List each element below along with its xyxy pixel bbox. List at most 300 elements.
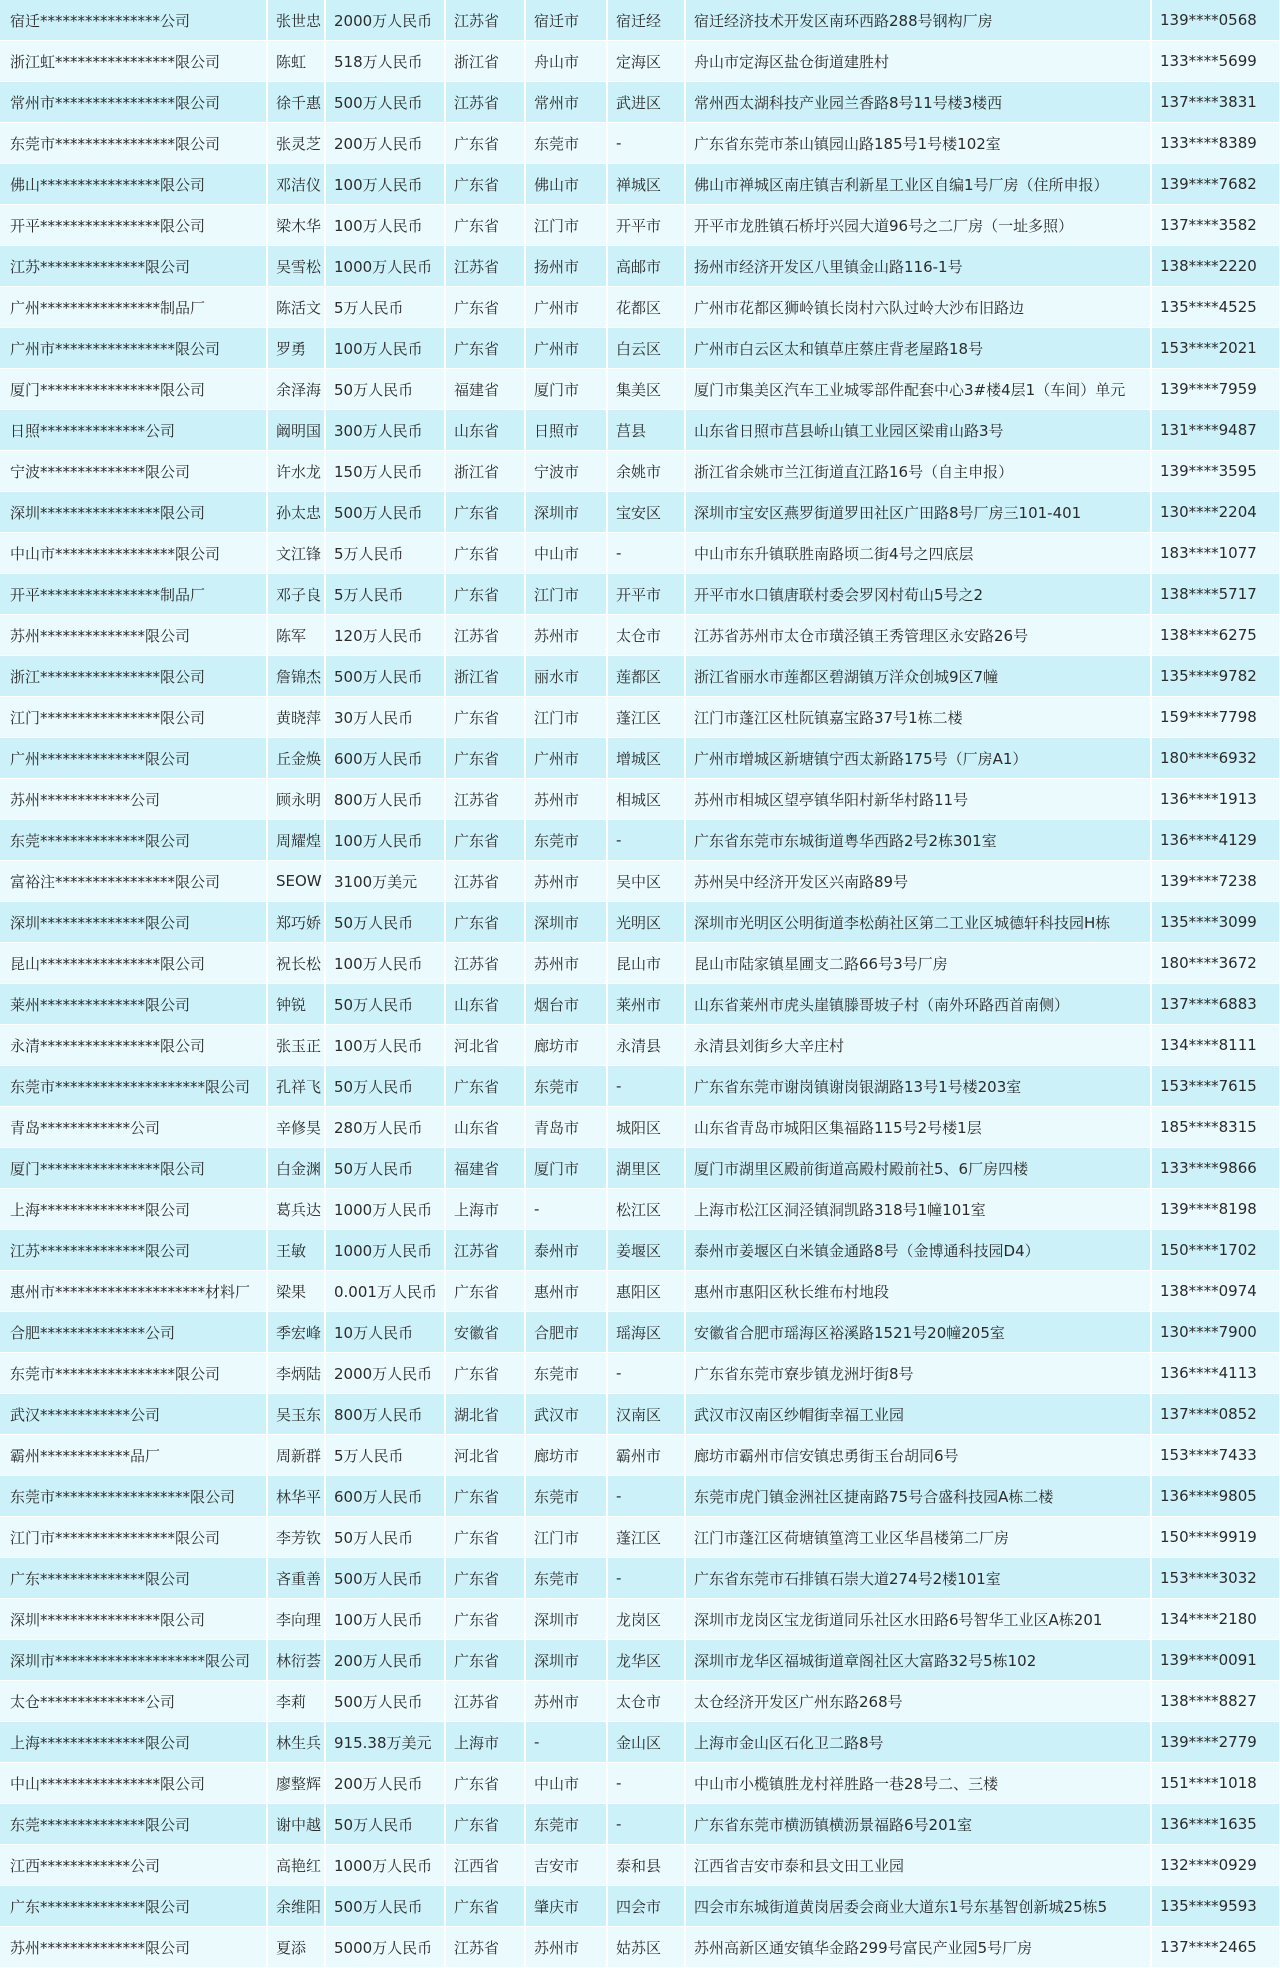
- address-cell: 开平市龙胜镇石桥圩兴园大道96号之二厂房（一址多照）: [685, 205, 1151, 246]
- province-cell: 福建省: [445, 1148, 525, 1189]
- district-cell: 白云区: [607, 328, 685, 369]
- phone-cell: 137****2465: [1151, 1927, 1280, 1968]
- province-cell: 浙江省: [445, 656, 525, 697]
- table-row: [0, 1763, 1280, 1804]
- phone-cell: 136****1913: [1151, 779, 1280, 820]
- province-cell: 广东省: [445, 574, 525, 615]
- city-cell: 江门市: [525, 1517, 607, 1558]
- district-cell: 光明区: [607, 902, 685, 943]
- table-row: [0, 1476, 1280, 1517]
- address-cell: 中山市东升镇联胜南路顷二街4号之四底层: [685, 533, 1151, 574]
- address-cell: 江门市蓬江区荷塘镇篁湾工业区华昌楼第二厂房: [685, 1517, 1151, 1558]
- company-cell: 广州****************制品厂: [0, 287, 267, 328]
- city-cell: 惠州市: [525, 1271, 607, 1312]
- capital-cell: 800万人民币: [325, 779, 445, 820]
- company-cell: 东莞市****************限公司: [0, 123, 267, 164]
- capital-cell: 915.38万美元: [325, 1722, 445, 1763]
- capital-cell: 518万人民币: [325, 41, 445, 82]
- capital-cell: 100万人民币: [325, 820, 445, 861]
- capital-cell: 50万人民币: [325, 1804, 445, 1845]
- person-cell: 吴玉东: [267, 1394, 325, 1435]
- capital-cell: 600万人民币: [325, 1476, 445, 1517]
- province-cell: 广东省: [445, 697, 525, 738]
- phone-cell: 139****7682: [1151, 164, 1280, 205]
- city-cell: 江门市: [525, 574, 607, 615]
- table-row: [0, 574, 1280, 615]
- company-cell: 武汉************公司: [0, 1394, 267, 1435]
- province-cell: 江西省: [445, 1845, 525, 1886]
- province-cell: 江苏省: [445, 1681, 525, 1722]
- phone-cell: 153****2021: [1151, 328, 1280, 369]
- company-cell: 开平****************限公司: [0, 205, 267, 246]
- address-cell: 苏州吴中经济开发区兴南路89号: [685, 861, 1151, 902]
- phone-cell: 139****0568: [1151, 0, 1280, 41]
- person-cell: 邓子良: [267, 574, 325, 615]
- district-cell: 霸州市: [607, 1435, 685, 1476]
- person-cell: 余泽海: [267, 369, 325, 410]
- city-cell: 江门市: [525, 205, 607, 246]
- person-cell: 李芳钦: [267, 1517, 325, 1558]
- capital-cell: 1000万人民币: [325, 1230, 445, 1271]
- table-row: [0, 410, 1280, 451]
- company-cell: 日照**************公司: [0, 410, 267, 451]
- district-cell: -: [607, 533, 685, 574]
- phone-cell: 135****4525: [1151, 287, 1280, 328]
- city-cell: 深圳市: [525, 902, 607, 943]
- table-row: [0, 41, 1280, 82]
- table-row: [0, 1804, 1280, 1845]
- phone-cell: 138****2220: [1151, 246, 1280, 287]
- address-cell: 深圳市龙华区福城街道章阁社区大富路32号5栋102: [685, 1640, 1151, 1681]
- phone-cell: 159****7798: [1151, 697, 1280, 738]
- district-cell: 余姚市: [607, 451, 685, 492]
- phone-cell: 153****3032: [1151, 1558, 1280, 1599]
- district-cell: 太仓市: [607, 1681, 685, 1722]
- capital-cell: 300万人民币: [325, 410, 445, 451]
- district-cell: -: [607, 1763, 685, 1804]
- person-cell: 高艳红: [267, 1845, 325, 1886]
- capital-cell: 5万人民币: [325, 533, 445, 574]
- city-cell: 东莞市: [525, 1804, 607, 1845]
- district-cell: 莒县: [607, 410, 685, 451]
- person-cell: 钟锐: [267, 984, 325, 1025]
- province-cell: 浙江省: [445, 41, 525, 82]
- phone-cell: 183****1077: [1151, 533, 1280, 574]
- province-cell: 广东省: [445, 287, 525, 328]
- capital-cell: 2000万人民币: [325, 1353, 445, 1394]
- company-cell: 广州**************限公司: [0, 738, 267, 779]
- address-cell: 广东省东莞市横沥镇横沥景福路6号201室: [685, 1804, 1151, 1845]
- table-row: [0, 1148, 1280, 1189]
- company-cell: 富裕注****************限公司: [0, 861, 267, 902]
- phone-cell: 135****9782: [1151, 656, 1280, 697]
- address-cell: 昆山市陆家镇星圃支二路66号3号厂房: [685, 943, 1151, 984]
- table-row: [0, 1640, 1280, 1681]
- person-cell: SEOW: [267, 861, 325, 902]
- table-row: [0, 328, 1280, 369]
- address-cell: 广东省东莞市石排镇石崇大道274号2楼101室: [685, 1558, 1151, 1599]
- address-cell: 永清县刘街乡大辛庄村: [685, 1025, 1151, 1066]
- district-cell: 莲都区: [607, 656, 685, 697]
- capital-cell: 280万人民币: [325, 1107, 445, 1148]
- province-cell: 上海市: [445, 1189, 525, 1230]
- district-cell: 松江区: [607, 1189, 685, 1230]
- address-cell: 中山市小榄镇胜龙村祥胜路一巷28号二、三楼: [685, 1763, 1151, 1804]
- phone-cell: 138****8827: [1151, 1681, 1280, 1722]
- address-cell: 安徽省合肥市瑶海区裕溪路1521号20幢205室: [685, 1312, 1151, 1353]
- company-cell: 深圳市********************限公司: [0, 1640, 267, 1681]
- address-cell: 开平市水口镇唐联村委会罗冈村荀山5号之2: [685, 574, 1151, 615]
- city-cell: 苏州市: [525, 779, 607, 820]
- phone-cell: 139****7238: [1151, 861, 1280, 902]
- table-row: [0, 1025, 1280, 1066]
- district-cell: -: [607, 1804, 685, 1845]
- table-row: [0, 492, 1280, 533]
- address-cell: 惠州市惠阳区秋长维布村地段: [685, 1271, 1151, 1312]
- province-cell: 山东省: [445, 984, 525, 1025]
- phone-cell: 150****1702: [1151, 1230, 1280, 1271]
- district-cell: 开平市: [607, 205, 685, 246]
- province-cell: 江苏省: [445, 861, 525, 902]
- phone-cell: 153****7433: [1151, 1435, 1280, 1476]
- person-cell: 陈活文: [267, 287, 325, 328]
- phone-cell: 139****7959: [1151, 369, 1280, 410]
- province-cell: 安徽省: [445, 1312, 525, 1353]
- province-cell: 江苏省: [445, 943, 525, 984]
- district-cell: -: [607, 1353, 685, 1394]
- person-cell: 余维阳: [267, 1886, 325, 1927]
- company-cell: 佛山****************限公司: [0, 164, 267, 205]
- province-cell: 广东省: [445, 1517, 525, 1558]
- table-row: [0, 1394, 1280, 1435]
- district-cell: 城阳区: [607, 1107, 685, 1148]
- city-cell: 东莞市: [525, 1066, 607, 1107]
- capital-cell: 100万人民币: [325, 1025, 445, 1066]
- district-cell: 瑶海区: [607, 1312, 685, 1353]
- capital-cell: 50万人民币: [325, 984, 445, 1025]
- city-cell: 日照市: [525, 410, 607, 451]
- table-row: [0, 1230, 1280, 1271]
- district-cell: -: [607, 1476, 685, 1517]
- person-cell: 张世忠: [267, 0, 325, 41]
- capital-cell: 100万人民币: [325, 205, 445, 246]
- table-row: [0, 1599, 1280, 1640]
- province-cell: 广东省: [445, 902, 525, 943]
- address-cell: 扬州市经济开发区八里镇金山路116-1号: [685, 246, 1151, 287]
- city-cell: 中山市: [525, 1763, 607, 1804]
- district-cell: 高邮市: [607, 246, 685, 287]
- city-cell: 佛山市: [525, 164, 607, 205]
- address-cell: 广东省东莞市谢岗镇谢岗银湖路13号1号楼203室: [685, 1066, 1151, 1107]
- table-row: [0, 451, 1280, 492]
- capital-cell: 500万人民币: [325, 1558, 445, 1599]
- province-cell: 山东省: [445, 410, 525, 451]
- address-cell: 苏州市相城区望亭镇华阳村新华村路11号: [685, 779, 1151, 820]
- province-cell: 广东省: [445, 1353, 525, 1394]
- city-cell: 东莞市: [525, 1476, 607, 1517]
- person-cell: 祝长松: [267, 943, 325, 984]
- district-cell: 姜堰区: [607, 1230, 685, 1271]
- person-cell: 丘金焕: [267, 738, 325, 779]
- person-cell: 葛兵达: [267, 1189, 325, 1230]
- phone-cell: 180****6932: [1151, 738, 1280, 779]
- phone-cell: 135****9593: [1151, 1886, 1280, 1927]
- province-cell: 广东省: [445, 1066, 525, 1107]
- person-cell: 林衍荟: [267, 1640, 325, 1681]
- district-cell: 汉南区: [607, 1394, 685, 1435]
- city-cell: -: [525, 1189, 607, 1230]
- address-cell: 广州市增城区新塘镇宁西太新路175号（厂房A1）: [685, 738, 1151, 779]
- company-cell: 永清****************限公司: [0, 1025, 267, 1066]
- district-cell: 龙华区: [607, 1640, 685, 1681]
- person-cell: 孙太忠: [267, 492, 325, 533]
- company-cell: 太仓**************公司: [0, 1681, 267, 1722]
- person-cell: 季宏峰: [267, 1312, 325, 1353]
- capital-cell: 5000万人民币: [325, 1927, 445, 1968]
- company-cell: 开平****************制品厂: [0, 574, 267, 615]
- table-row: [0, 779, 1280, 820]
- phone-cell: 138****5717: [1151, 574, 1280, 615]
- person-cell: 李向理: [267, 1599, 325, 1640]
- city-cell: 泰州市: [525, 1230, 607, 1271]
- company-cell: 厦门****************限公司: [0, 1148, 267, 1189]
- table-row: [0, 1927, 1280, 1968]
- city-cell: 苏州市: [525, 1927, 607, 1968]
- district-cell: 永清县: [607, 1025, 685, 1066]
- person-cell: 郑巧娇: [267, 902, 325, 943]
- district-cell: 姑苏区: [607, 1927, 685, 1968]
- company-cell: 霸州************品厂: [0, 1435, 267, 1476]
- company-cell: 常州市****************限公司: [0, 82, 267, 123]
- person-cell: 许水龙: [267, 451, 325, 492]
- address-cell: 苏州高新区通安镇华金路299号富民产业园5号厂房: [685, 1927, 1151, 1968]
- address-cell: 广东省东莞市东城街道粤华西路2号2栋301室: [685, 820, 1151, 861]
- table-row: [0, 1271, 1280, 1312]
- phone-cell: 131****9487: [1151, 410, 1280, 451]
- company-cell: 东莞市********************限公司: [0, 1066, 267, 1107]
- person-cell: 吴雪松: [267, 246, 325, 287]
- district-cell: 吴中区: [607, 861, 685, 902]
- address-cell: 宿迁经济技术开发区南环西路288号钢构厂房: [685, 0, 1151, 41]
- phone-cell: 185****8315: [1151, 1107, 1280, 1148]
- district-cell: -: [607, 1066, 685, 1107]
- person-cell: 顾永明: [267, 779, 325, 820]
- phone-cell: 135****3099: [1151, 902, 1280, 943]
- city-cell: 吉安市: [525, 1845, 607, 1886]
- province-cell: 浙江省: [445, 451, 525, 492]
- address-cell: 厦门市集美区汽车工业城零部件配套中心3#楼4层1（车间）单元: [685, 369, 1151, 410]
- person-cell: 廖整辉: [267, 1763, 325, 1804]
- person-cell: 孔祥飞: [267, 1066, 325, 1107]
- person-cell: 张玉正: [267, 1025, 325, 1066]
- person-cell: 辛修昊: [267, 1107, 325, 1148]
- phone-cell: 133****9866: [1151, 1148, 1280, 1189]
- city-cell: 厦门市: [525, 369, 607, 410]
- capital-cell: 500万人民币: [325, 492, 445, 533]
- province-cell: 山东省: [445, 1107, 525, 1148]
- phone-cell: 130****7900: [1151, 1312, 1280, 1353]
- city-cell: 厦门市: [525, 1148, 607, 1189]
- district-cell: 泰和县: [607, 1845, 685, 1886]
- phone-cell: 134****8111: [1151, 1025, 1280, 1066]
- city-cell: 苏州市: [525, 1681, 607, 1722]
- city-cell: 武汉市: [525, 1394, 607, 1435]
- table-row: [0, 820, 1280, 861]
- district-cell: 湖里区: [607, 1148, 685, 1189]
- phone-cell: 138****0974: [1151, 1271, 1280, 1312]
- city-cell: 苏州市: [525, 861, 607, 902]
- city-cell: 东莞市: [525, 1558, 607, 1599]
- table-row: [0, 205, 1280, 246]
- company-cell: 江西************公司: [0, 1845, 267, 1886]
- province-cell: 广东省: [445, 123, 525, 164]
- district-cell: -: [607, 820, 685, 861]
- address-cell: 武汉市汉南区纱帽街幸福工业园: [685, 1394, 1151, 1435]
- province-cell: 广东省: [445, 1763, 525, 1804]
- address-cell: 太仓经济开发区广州东路268号: [685, 1681, 1151, 1722]
- person-cell: 白金渊: [267, 1148, 325, 1189]
- phone-cell: 139****2779: [1151, 1722, 1280, 1763]
- address-cell: 深圳市宝安区燕罗街道罗田社区广田路8号厂房三101-401: [685, 492, 1151, 533]
- address-cell: 山东省青岛市城阳区集福路115号2号楼1层: [685, 1107, 1151, 1148]
- city-cell: 青岛市: [525, 1107, 607, 1148]
- table-row: [0, 1107, 1280, 1148]
- company-cell: 惠州市********************材料厂: [0, 1271, 267, 1312]
- district-cell: 宿迁经: [607, 0, 685, 41]
- table-row: [0, 656, 1280, 697]
- company-cell: 深圳****************限公司: [0, 492, 267, 533]
- table-row: [0, 1312, 1280, 1353]
- district-cell: 定海区: [607, 41, 685, 82]
- phone-cell: 137****0852: [1151, 1394, 1280, 1435]
- person-cell: 黄晓萍: [267, 697, 325, 738]
- company-cell: 广东**************限公司: [0, 1558, 267, 1599]
- table-row: [0, 1886, 1280, 1927]
- table-row: [0, 369, 1280, 410]
- company-cell: 深圳**************限公司: [0, 902, 267, 943]
- company-cell: 宁波**************限公司: [0, 451, 267, 492]
- company-cell: 中山****************限公司: [0, 1763, 267, 1804]
- province-cell: 江苏省: [445, 82, 525, 123]
- phone-cell: 132****0929: [1151, 1845, 1280, 1886]
- capital-cell: 500万人民币: [325, 82, 445, 123]
- company-cell: 上海**************限公司: [0, 1722, 267, 1763]
- city-cell: 舟山市: [525, 41, 607, 82]
- address-cell: 佛山市禅城区南庄镇吉利新星工业区自编1号厂房（住所申报）: [685, 164, 1151, 205]
- phone-cell: 133****8389: [1151, 123, 1280, 164]
- province-cell: 广东省: [445, 1271, 525, 1312]
- province-cell: 湖北省: [445, 1394, 525, 1435]
- city-cell: 肇庆市: [525, 1886, 607, 1927]
- company-cell: 东莞市******************限公司: [0, 1476, 267, 1517]
- person-cell: 周耀煌: [267, 820, 325, 861]
- address-cell: 山东省日照市莒县峤山镇工业园区梁甫山路3号: [685, 410, 1151, 451]
- capital-cell: 100万人民币: [325, 943, 445, 984]
- address-cell: 广东省东莞市寮步镇龙洲圩街8号: [685, 1353, 1151, 1394]
- person-cell: 周新群: [267, 1435, 325, 1476]
- company-cell: 江门市****************限公司: [0, 1517, 267, 1558]
- person-cell: 梁果: [267, 1271, 325, 1312]
- address-cell: 东莞市虎门镇金洲社区捷南路75号合盛科技园A栋二楼: [685, 1476, 1151, 1517]
- table-row: [0, 287, 1280, 328]
- phone-cell: 136****4129: [1151, 820, 1280, 861]
- company-cell: 昆山****************限公司: [0, 943, 267, 984]
- district-cell: 宝安区: [607, 492, 685, 533]
- table-row: [0, 246, 1280, 287]
- city-cell: 合肥市: [525, 1312, 607, 1353]
- capital-cell: 200万人民币: [325, 1763, 445, 1804]
- person-cell: 詹锦杰: [267, 656, 325, 697]
- province-cell: 福建省: [445, 369, 525, 410]
- city-cell: 宁波市: [525, 451, 607, 492]
- city-cell: 江门市: [525, 697, 607, 738]
- province-cell: 上海市: [445, 1722, 525, 1763]
- person-cell: 谢中越: [267, 1804, 325, 1845]
- city-cell: 扬州市: [525, 246, 607, 287]
- person-cell: 罗勇: [267, 328, 325, 369]
- district-cell: 集美区: [607, 369, 685, 410]
- capital-cell: 200万人民币: [325, 1640, 445, 1681]
- person-cell: 梁木华: [267, 205, 325, 246]
- phone-cell: 139****8198: [1151, 1189, 1280, 1230]
- phone-cell: 136****4113: [1151, 1353, 1280, 1394]
- capital-cell: 3100万美元: [325, 861, 445, 902]
- table-row: [0, 615, 1280, 656]
- capital-cell: 5万人民币: [325, 574, 445, 615]
- table-row: [0, 1517, 1280, 1558]
- province-cell: 广东省: [445, 820, 525, 861]
- province-cell: 江苏省: [445, 779, 525, 820]
- address-cell: 上海市松江区洞泾镇洞凯路318号1幢101室: [685, 1189, 1151, 1230]
- phone-cell: 136****9805: [1151, 1476, 1280, 1517]
- city-cell: 常州市: [525, 82, 607, 123]
- city-cell: 东莞市: [525, 820, 607, 861]
- capital-cell: 50万人民币: [325, 1148, 445, 1189]
- province-cell: 河北省: [445, 1025, 525, 1066]
- province-cell: 广东省: [445, 1886, 525, 1927]
- person-cell: 陈军: [267, 615, 325, 656]
- phone-cell: 130****2204: [1151, 492, 1280, 533]
- table-row: [0, 1845, 1280, 1886]
- city-cell: 东莞市: [525, 123, 607, 164]
- capital-cell: 100万人民币: [325, 164, 445, 205]
- table-row: [0, 943, 1280, 984]
- phone-cell: 150****9919: [1151, 1517, 1280, 1558]
- company-cell: 青岛************公司: [0, 1107, 267, 1148]
- city-cell: 深圳市: [525, 492, 607, 533]
- address-cell: 深圳市光明区公明街道李松蓢社区第二工业区城德轩科技园H栋: [685, 902, 1151, 943]
- city-cell: 广州市: [525, 287, 607, 328]
- table-row: [0, 861, 1280, 902]
- capital-cell: 500万人民币: [325, 1681, 445, 1722]
- province-cell: 广东省: [445, 1599, 525, 1640]
- capital-cell: 50万人民币: [325, 1517, 445, 1558]
- table-row: [0, 902, 1280, 943]
- table-row: [0, 1435, 1280, 1476]
- city-cell: 东莞市: [525, 1353, 607, 1394]
- table-row: [0, 533, 1280, 574]
- person-cell: 李炳陆: [267, 1353, 325, 1394]
- province-cell: 广东省: [445, 328, 525, 369]
- company-cell: 东莞**************限公司: [0, 820, 267, 861]
- address-cell: 广州市白云区太和镇草庄蔡庄背老屋路18号: [685, 328, 1151, 369]
- city-cell: 深圳市: [525, 1599, 607, 1640]
- company-cell: 苏州**************限公司: [0, 615, 267, 656]
- table-row: [0, 1066, 1280, 1107]
- table-row: [0, 1353, 1280, 1394]
- table-row: [0, 697, 1280, 738]
- company-cell: 江苏**************限公司: [0, 1230, 267, 1271]
